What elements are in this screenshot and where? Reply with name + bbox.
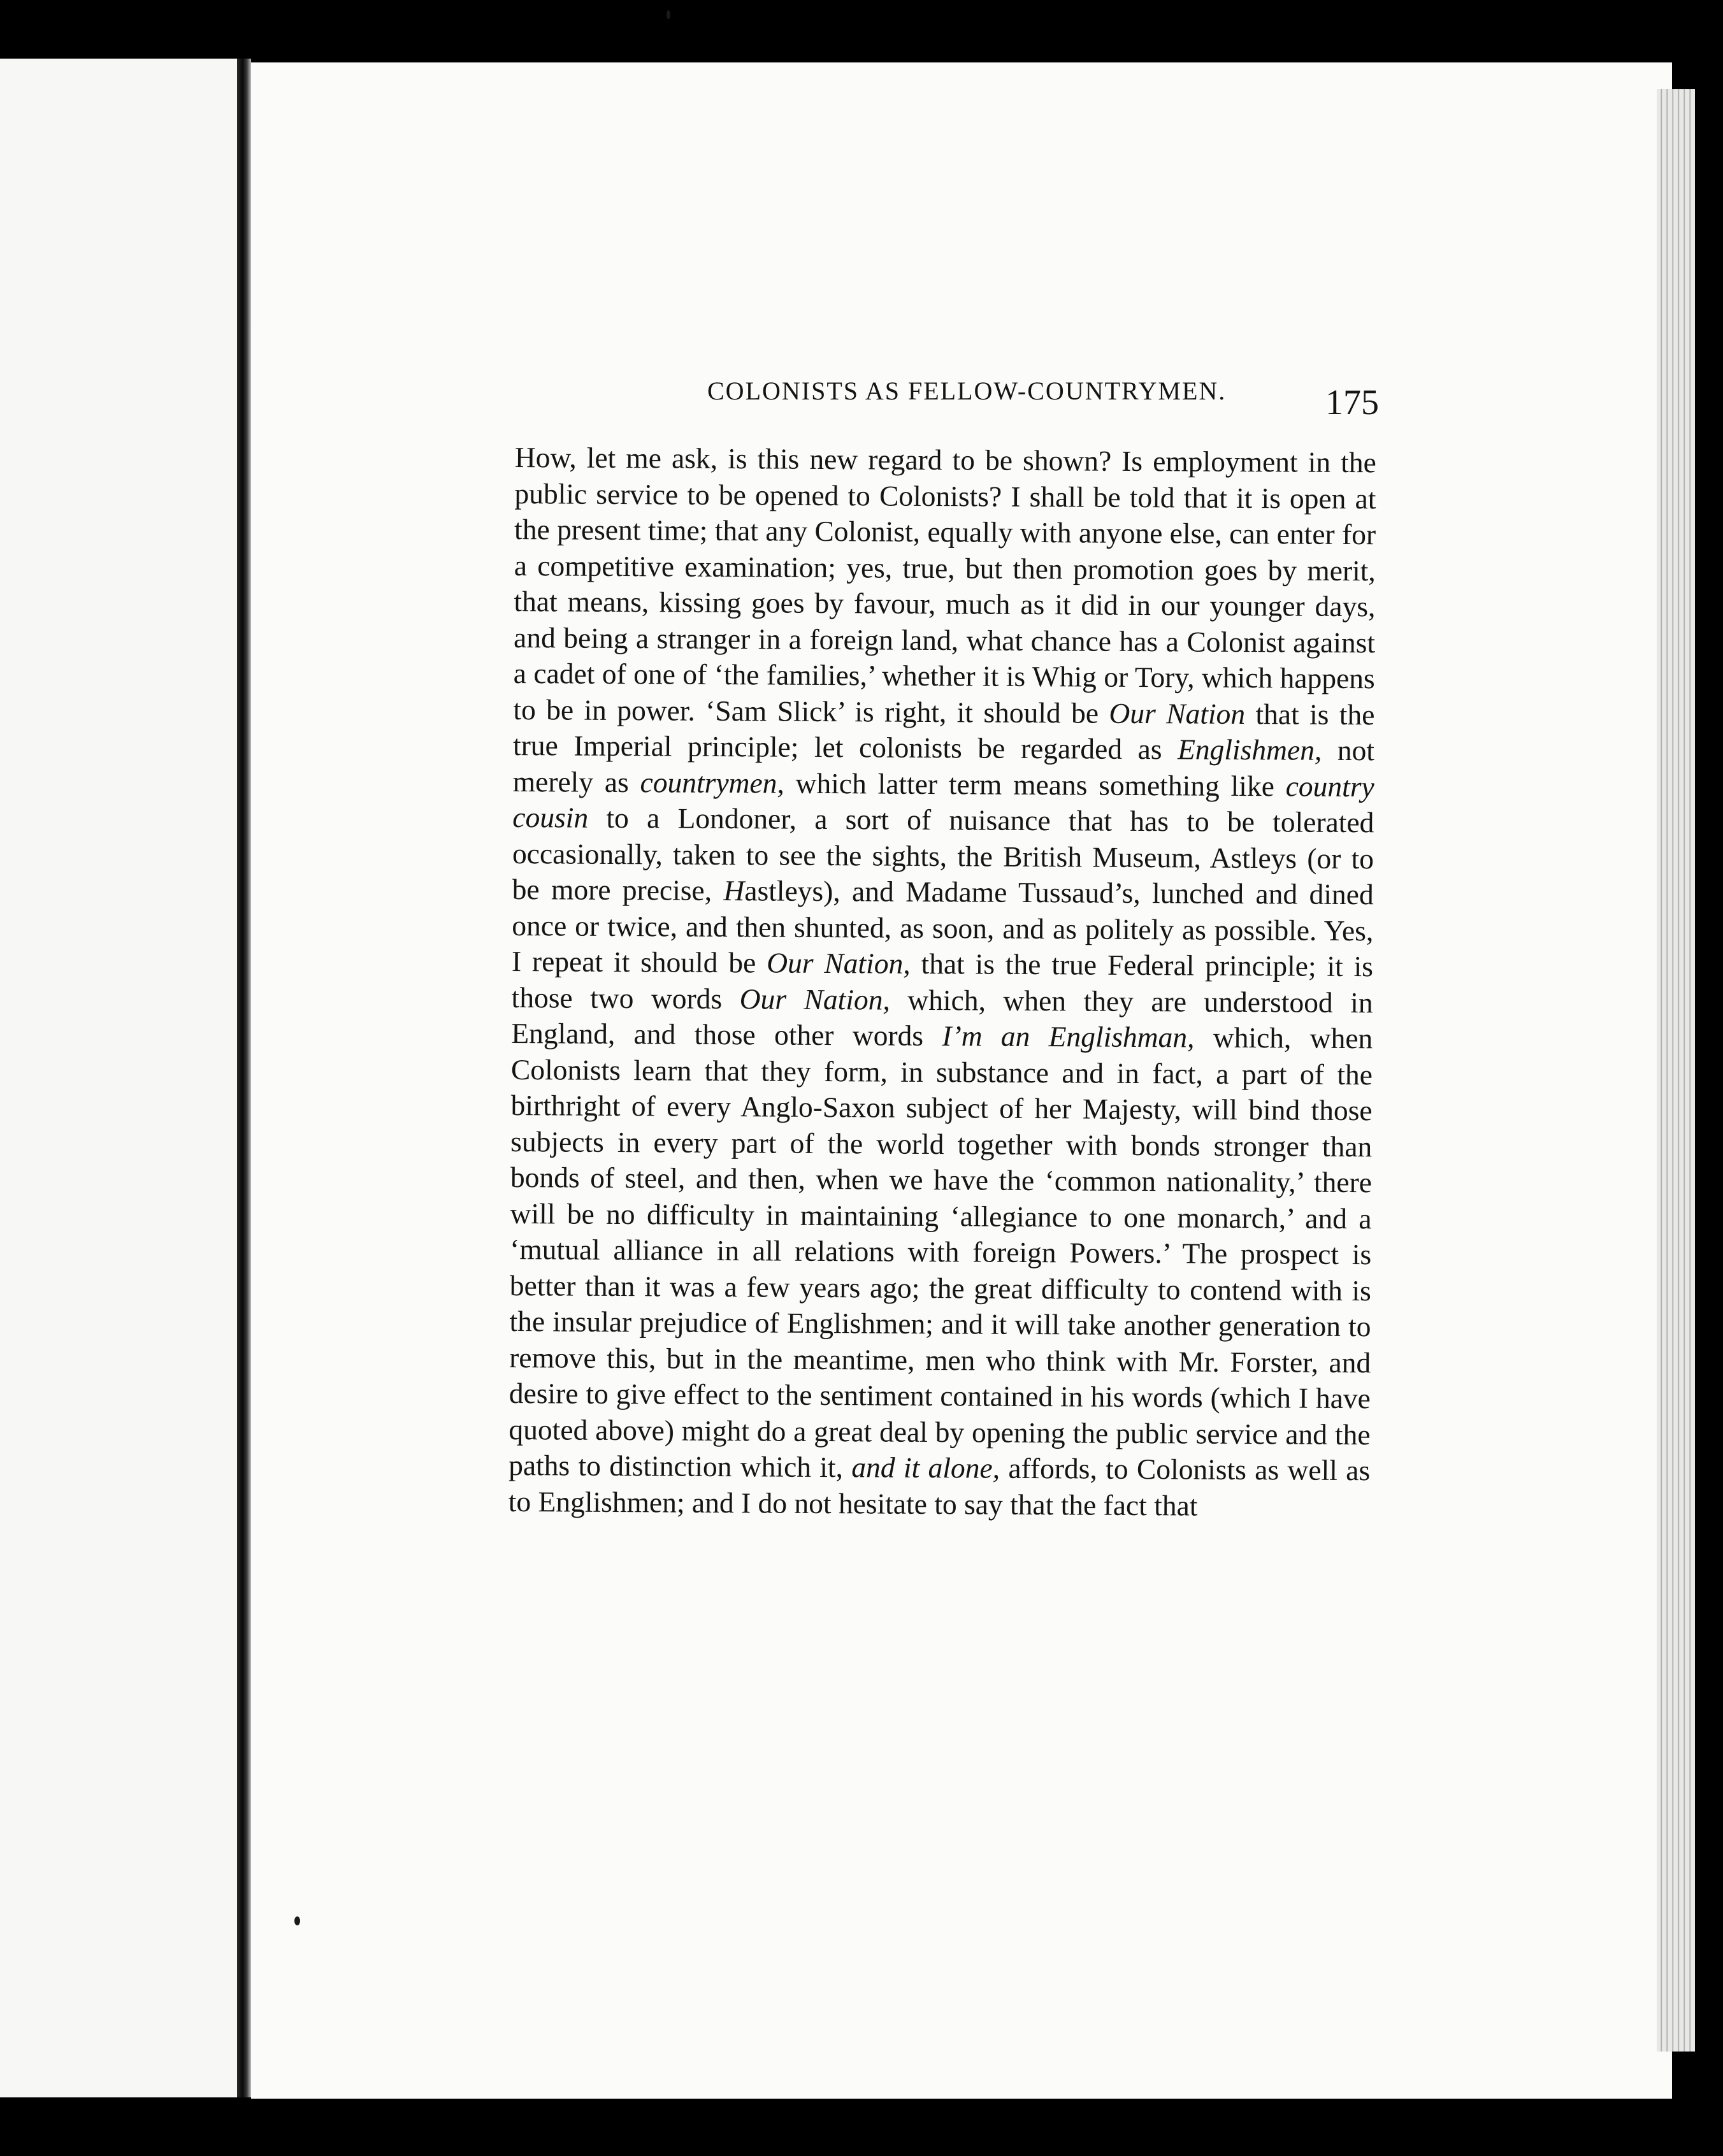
- italic-text: Our Nation,: [767, 946, 911, 980]
- left-page: [0, 59, 246, 2097]
- italic-text: Englishmen,: [1177, 733, 1322, 766]
- book-gutter: [237, 59, 251, 2097]
- italic-text: and it alone,: [851, 1451, 1000, 1484]
- italic-text: country cousin: [512, 769, 1374, 834]
- scan-speck: [294, 1916, 300, 1925]
- text-run: that is the true Imperial principle; let colonists be regarded as: [512, 697, 1375, 766]
- italic-text: H: [723, 874, 745, 907]
- text-run: affords, to Colonists as well as to Englishmen; and I do not hesitate to say that the fact that: [508, 1451, 1371, 1522]
- text-run: How, let me ask, is this new regard to be shown? Is employment in the public service to be opened to Colonists? I shall be told that it is open at the present time; that any Colonist, equally with anyone else, can enter for a competitive examination; yes, true, but then promotion goes by merit, that means, kissing goes by favour, much as it did in our younger days, and being a stranger in a foreign land, what chance has a Colonist against a cadet of one of ‘the families,’ whether it is Whig or Tory, which happens to be in power. ‘Sam Slick’ is right, it should be: [513, 440, 1376, 729]
- text-run: which, when they are understood in England, and those other words: [511, 983, 1373, 1053]
- italic-text: I’m an Englishman,: [942, 1019, 1195, 1054]
- running-head: COLONISTS AS FELLOW-COUNTRYMEN.: [707, 377, 1227, 405]
- text-run: which, when Colonists learn that they form, in substance and in fact, a part of the birthright of every Anglo-Saxon subject of her Majesty, will bind those subjects in every part of the world together with bonds stronger than bonds of steel, and then, when we have the ‘common nationality,’ there will be no difficulty in maintaining ‘allegiance to one monarch,’ and a ‘mutual alliance in all relations with foreign Powers.’ The prospect is better than it was a few years ago; the great difficulty to contend with is the insular prejudice of Englishmen; and it will take another generation to remove this, but in the meantime, men who think with Mr. Forster, and desire to give effect to the sentiment contained in his words (which I have quoted above) might do a great deal by opening the public service and the paths to distinction which it,: [508, 1021, 1373, 1484]
- text-run: to a Londoner, a sort of nuisance that has to be tolerated occasionally, taken to see the sights, the British Museum, Astleys (or to be more precise,: [512, 801, 1374, 907]
- text-run: not merely as: [512, 733, 1375, 798]
- text-run: astleys), and Madame Tussaud’s, lunched and dined once or twice, and then shunted, as soon, and as politely as possible. Yes, I repeat it should be: [511, 874, 1374, 979]
- body-text: [508, 440, 1376, 1525]
- scan-speck: [667, 10, 670, 19]
- text-run: that is the true Federal principle; it is those two words: [511, 947, 1374, 1015]
- page-number: 175: [1325, 383, 1379, 422]
- text-run: which latter term means something like: [784, 766, 1286, 802]
- body-paragraph: [508, 440, 1376, 1525]
- italic-text: countrymen,: [640, 765, 784, 800]
- italic-text: Our Nation: [1109, 696, 1246, 730]
- page-edges: [1657, 89, 1695, 2052]
- italic-text: Our Nation,: [739, 982, 891, 1016]
